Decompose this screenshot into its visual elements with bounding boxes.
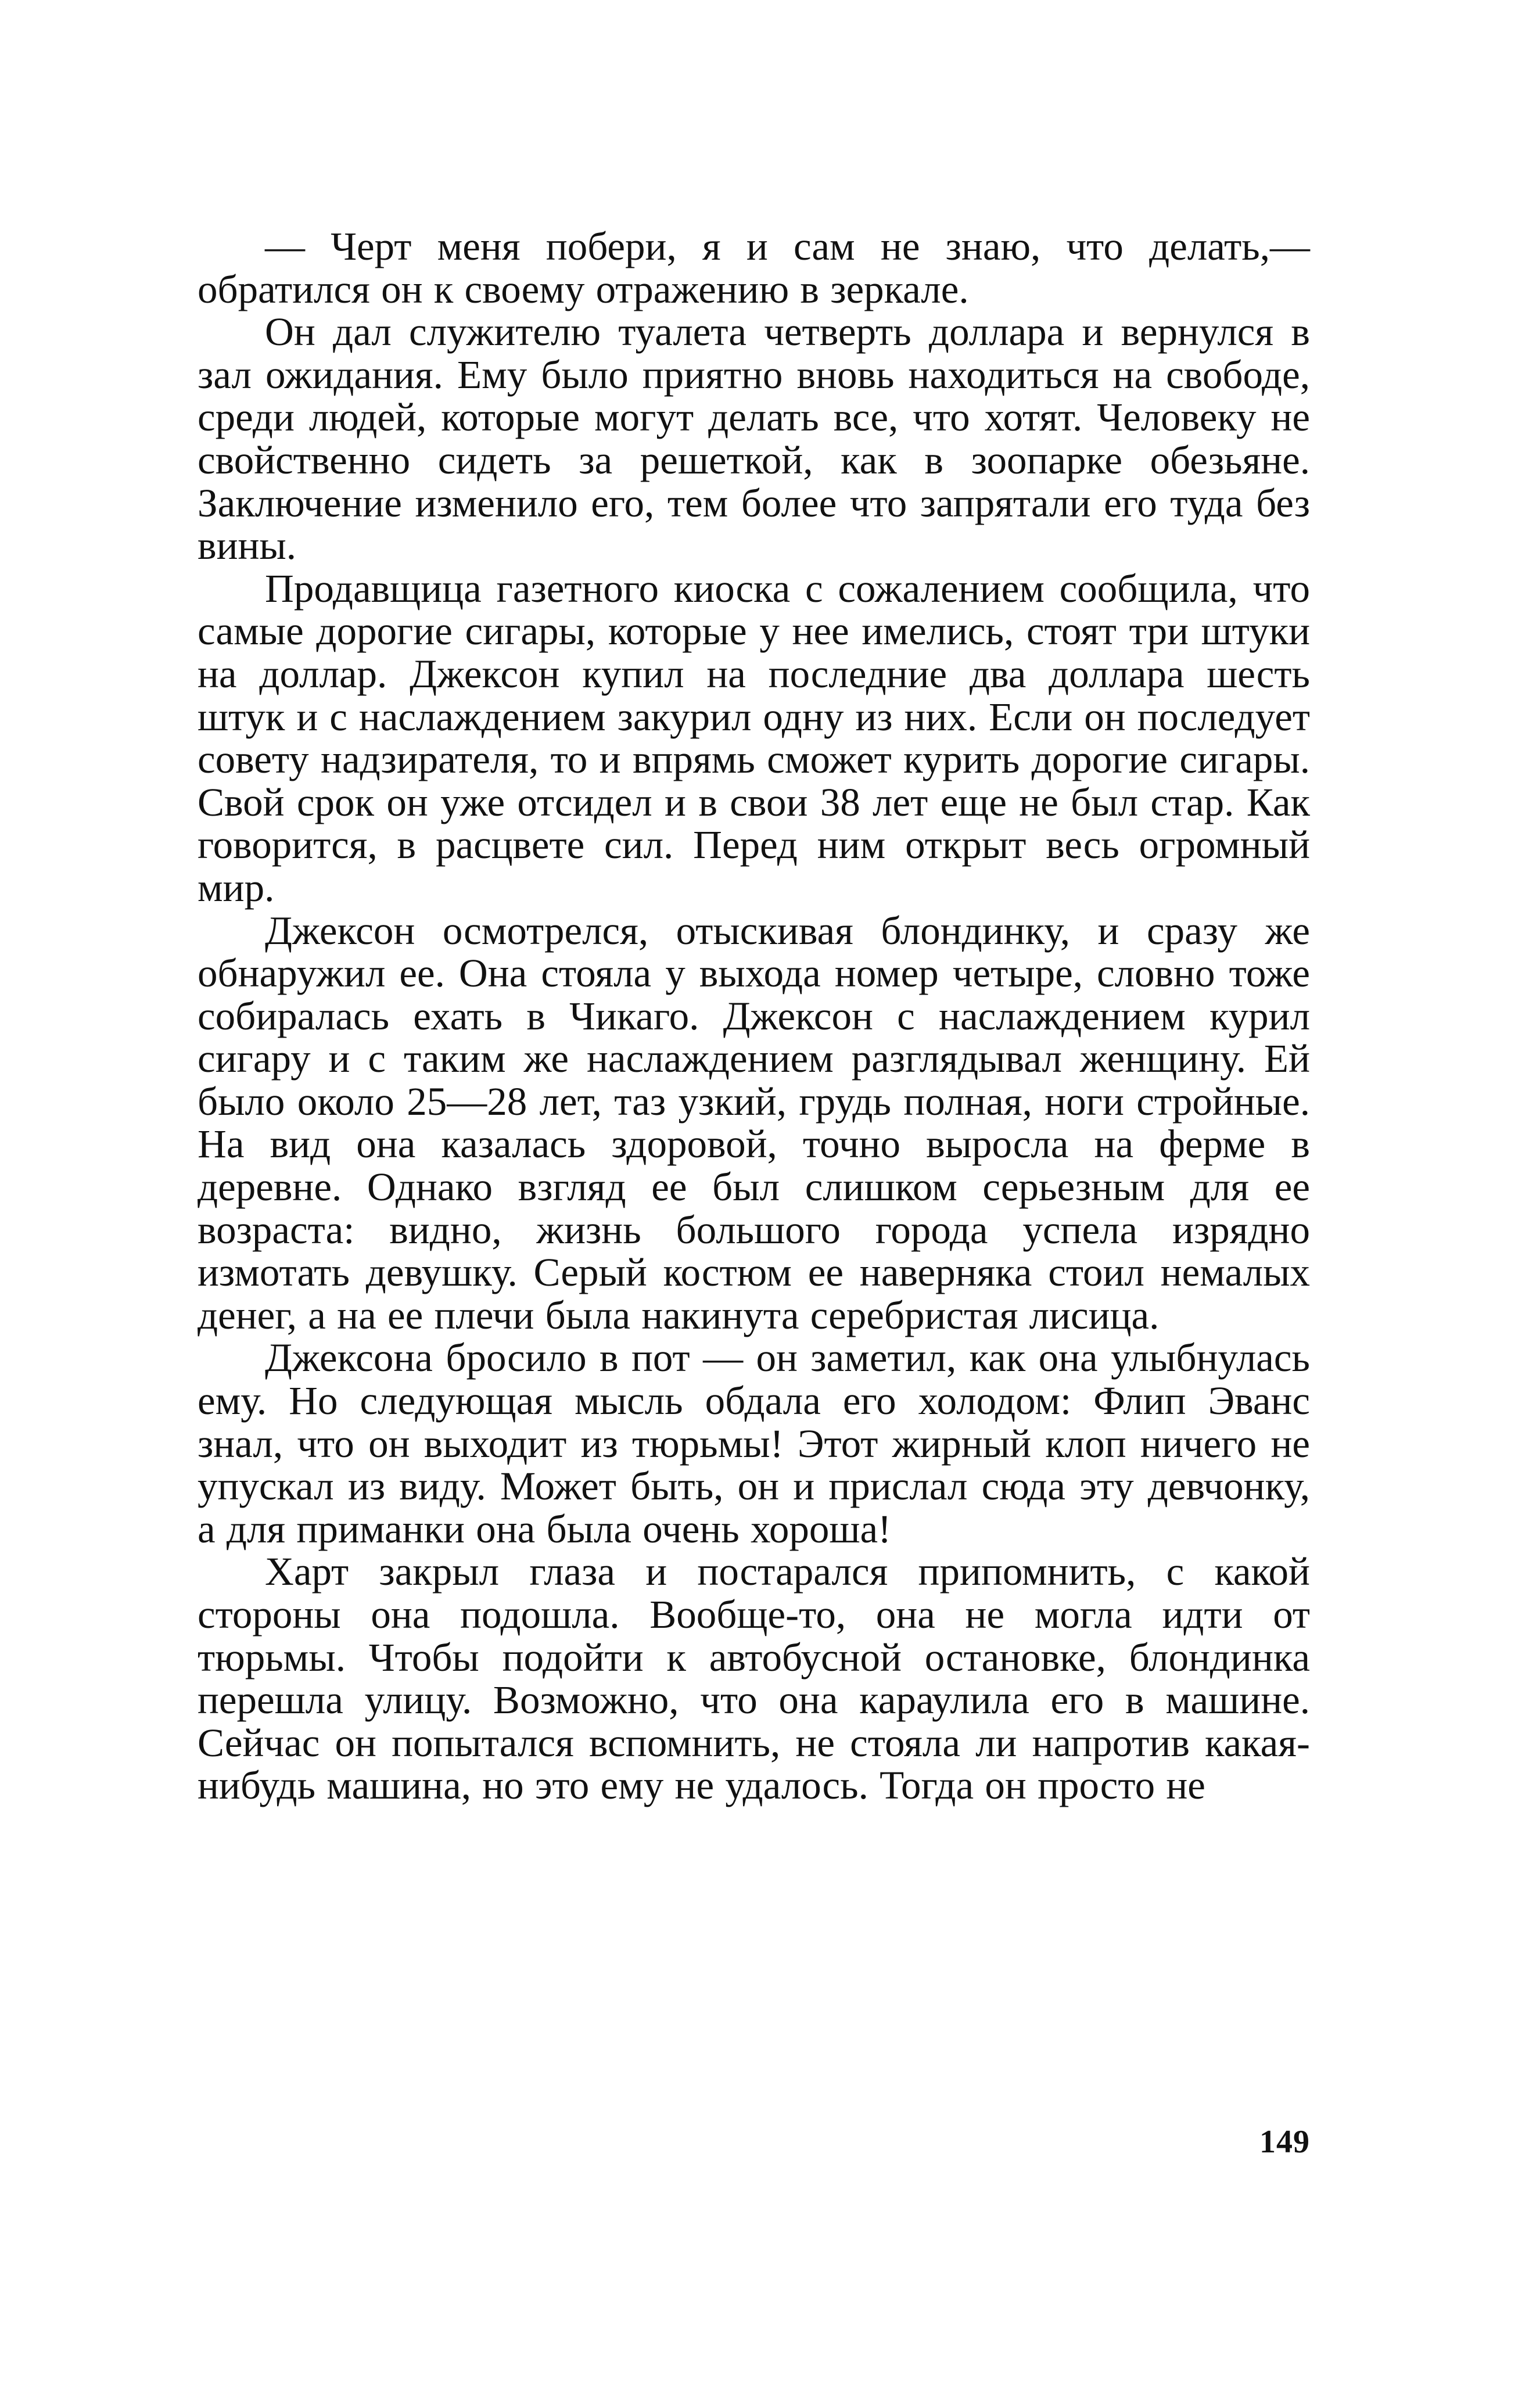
book-page-text — [198, 225, 1310, 1807]
paragraph-4: Джексон осмотрелся, отыскивая блондинку, и сразу же обнаружил ее. Она стояла у выхода номер четыре, словно тоже собиралась ехать в Чикаго. Джексон с наслаждением курил сигару и с таким же наслаждением разглядывал женщину. Ей было около 25—28 лет, таз узкий, грудь полная, ноги стройные. На вид она казалась здоровой, точно выросла на ферме в деревне. Однако взгляд ее был слишком серьезным для ее возраста: видно, жизнь большого города успела изрядно измотать девушку. Серый костюм ее наверняка стоил немалых денег, а на ее плечи была накинута серебристая лисица. — [198, 908, 1310, 1337]
paragraph-6: Харт закрыл глаза и постарался припомнить, с какой стороны она подошла. Вообще-то, она не могла идти от тюрьмы. Чтобы подойти к автобусной остановке, блондинка перешла улицу. Возможно, что она караулила его в машине. Сейчас он попытался вспомнить, не стояла ли напротив какая-нибудь машина, но это ему не удалось. Тогда он просто не — [198, 1549, 1310, 1808]
paragraph-3: Продавщица газетного киоска с сожалением сообщила, что самые дорогие сигары, которые у нее имелись, стоят три штуки на доллар. Джексон купил на последние два доллара шесть штук и с наслаждением закурил одну из них. Если он последует совету надзирателя, то и впрямь сможет курить дорогие сигары. Свой срок он уже отсидел и в свои 38 лет еще не был стар. Как говорится, в расцвете сил. Перед ним открыт весь огромный мир. — [198, 566, 1310, 910]
page-number: 149 — [1259, 2124, 1310, 2160]
paragraph-1: — Черт меня побери, я и сам не знаю, что делать,— обратился он к своему отражению в зеркале. — [198, 224, 1310, 311]
paragraph-2: Он дал служителю туалета четверть доллара и вернулся в зал ожидания. Ему было приятно вновь находиться на свободе, среди людей, которые могут делать все, что хотят. Человеку не свойственно сидеть за решеткой, как в зоопарке обезьяне. Заключение изменило его, тем более что запрятали его туда без вины. — [198, 310, 1310, 568]
paragraph-5: Джексона бросило в пот — он заметил, как она улыбнулась ему. Но следующая мысль обдала его холодом: Флип Эванс знал, что он выходит из тюрьмы! Этот жирный клоп ничего не упускал из виду. Может быть, он и прислал сюда эту девчонку, а для приманки она была очень хороша! — [198, 1336, 1310, 1551]
